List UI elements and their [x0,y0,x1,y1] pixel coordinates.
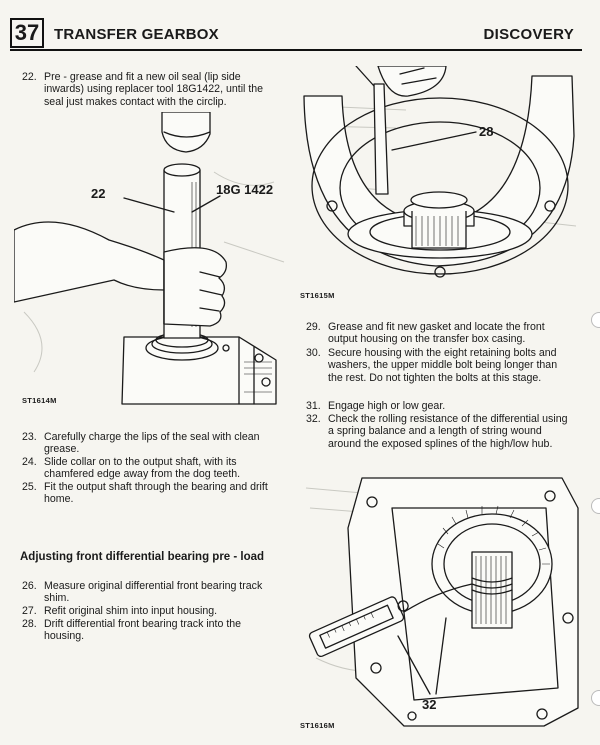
step-number: 30. [306,347,321,359]
step-31 [306,400,568,412]
step-23 [22,431,280,456]
step-number: 29. [306,321,321,333]
figure-code: ST1614M [22,396,57,405]
step-25 [22,481,280,506]
step-number: 23. [22,431,37,443]
step-number: 27. [22,605,37,617]
step-number: 24. [22,456,37,468]
step-29 [306,321,568,346]
page-number: 37 [10,18,44,48]
figure-bearing-track-drift [296,66,584,286]
section-title: TRANSFER GEARBOX [54,26,219,43]
step-text: Carefully charge the lips of the seal with clean grease. [44,431,260,456]
step-number: 31. [306,400,321,412]
step-text: Fit the output shaft through the bearing and drift home. [44,481,268,506]
step-24 [22,456,280,481]
step-number: 22. [22,71,37,83]
figure-code: ST1615M [300,291,335,300]
callout-18g1422: 18G 1422 [216,182,274,197]
callout-22: 22 [91,186,106,201]
step-text: Pre - grease and fit a new oil seal (lip side inwards) using replacer tool 18G1422, until the seal just makes contact with the circlip. [44,71,264,108]
callout-32: 32 [422,697,437,712]
step-number: 28. [22,618,37,630]
step-text: Grease and fit new gasket and locate the front output housing on the transfer box casing. [328,321,545,346]
step-28 [22,618,280,643]
step-text: Slide collar on to the output shaft, with its chamfered edge away from the dog teeth. [44,456,241,481]
figure-seal-replacer [14,112,292,412]
step-text: Drift differential front bearing track into the housing. [44,618,242,643]
punch-hole [591,498,600,514]
step-26 [22,580,280,605]
step-text: Secure housing with the eight retaining bolts and washers, the upper middle bolt being longer than the rest. Do not tighten the bolts at this stage. [328,347,558,384]
step-number: 25. [22,481,37,493]
page-header [10,18,582,50]
punch-hole [591,690,600,706]
step-number: 32. [306,413,321,425]
step-27 [22,605,280,617]
header-rule [10,49,582,51]
figure-spring-balance-check [296,468,584,730]
step-32 [306,413,568,450]
subheading: Adjusting front differential bearing pre - load [20,551,265,563]
brand-title: DISCOVERY [483,26,574,43]
step-text: Refit original shim into input housing. [44,605,218,617]
step-30 [306,347,568,384]
step-22 [22,71,280,108]
callout-28: 28 [479,124,494,139]
step-number: 26. [22,580,37,592]
step-text: Measure original differential front bearing track shim. [44,580,263,605]
step-text: Engage high or low gear. [328,400,446,412]
step-text: Check the rolling resistance of the differential using a spring balance and a length of string wound around the exposed splines of the high/low hub. [328,413,568,450]
figure-code: ST1616M [300,721,335,730]
punch-hole [591,312,600,328]
